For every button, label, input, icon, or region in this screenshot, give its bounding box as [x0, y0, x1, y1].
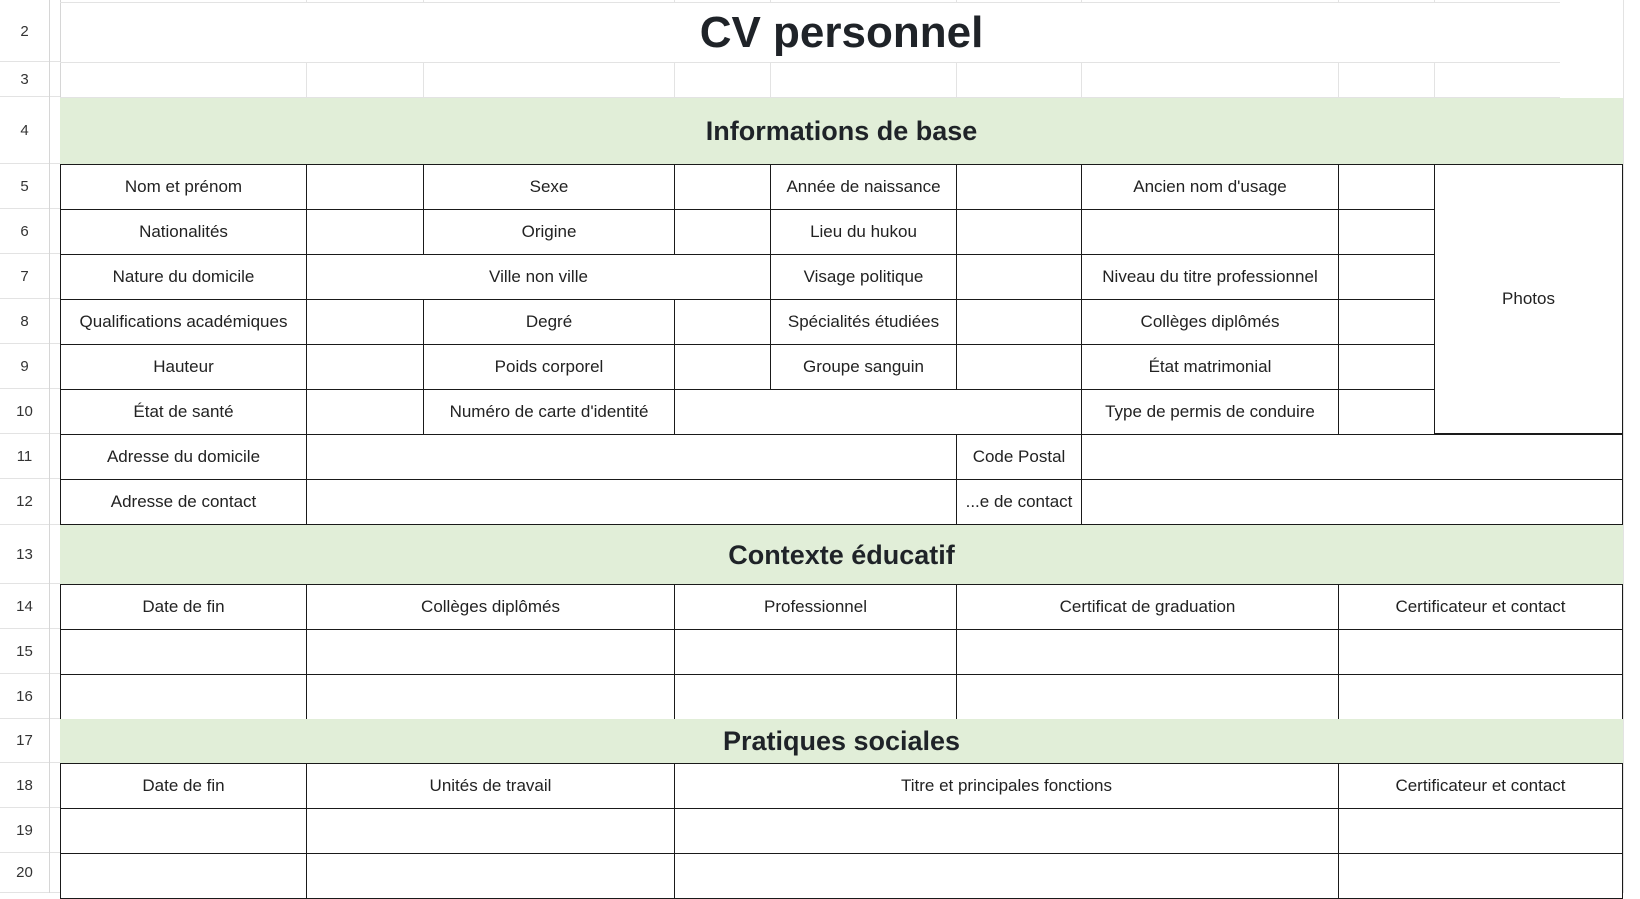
- blank-cell[interactable]: [1081, 209, 1339, 255]
- value-id-number[interactable]: [674, 389, 1082, 435]
- row-number[interactable]: 15: [0, 629, 49, 674]
- value-former-name[interactable]: [1338, 164, 1435, 210]
- label-political[interactable]: Visage politique: [770, 254, 957, 300]
- label-title-level[interactable]: Niveau du titre professionnel: [1081, 254, 1339, 300]
- social-header-title-functions[interactable]: Titre et principales fonctions: [674, 763, 1339, 809]
- label-health[interactable]: État de santé: [60, 389, 307, 435]
- table-cell[interactable]: [1338, 674, 1623, 720]
- row-gap-cell: [50, 629, 60, 674]
- value-marital-status[interactable]: [1338, 344, 1435, 390]
- value-health[interactable]: [306, 389, 424, 435]
- section-header-education[interactable]: Contexte éducatif: [60, 525, 1623, 585]
- spreadsheet-grid: [60, 0, 1640, 893]
- table-cell[interactable]: [306, 853, 675, 899]
- label-former-name[interactable]: Ancien nom d'usage: [1081, 164, 1339, 210]
- section-header-social[interactable]: Pratiques sociales: [60, 719, 1623, 764]
- label-colleges[interactable]: Collèges diplômés: [1081, 299, 1339, 345]
- row-number[interactable]: 19: [0, 808, 49, 853]
- edu-header-professional[interactable]: Professionnel: [674, 584, 957, 630]
- row-gap-cell: [50, 674, 60, 719]
- value-license-type[interactable]: [1338, 389, 1435, 435]
- row-number[interactable]: 8: [0, 299, 49, 344]
- value-nationality[interactable]: [306, 209, 424, 255]
- label-marital-status[interactable]: État matrimonial: [1081, 344, 1339, 390]
- edu-header-certifier[interactable]: Certificateur et contact: [1338, 584, 1623, 630]
- table-cell[interactable]: [674, 853, 1339, 899]
- row-gap-cell: [50, 719, 60, 763]
- row-number[interactable]: 6: [0, 209, 49, 254]
- edu-header-end-date[interactable]: Date de fin: [60, 584, 307, 630]
- row-gap-cell: [50, 299, 60, 344]
- value-city-noncity[interactable]: Ville non ville: [306, 254, 771, 300]
- edu-header-certificate[interactable]: Certificat de graduation: [956, 584, 1339, 630]
- value-qualifications[interactable]: [306, 299, 424, 345]
- sheet-title[interactable]: CV personnel: [699, 7, 984, 57]
- label-contact-truncated[interactable]: ...e de contact: [956, 479, 1082, 525]
- row-gap-cell: [50, 525, 60, 584]
- value-title-level[interactable]: [1338, 254, 1435, 300]
- label-blood-group[interactable]: Groupe sanguin: [770, 344, 957, 390]
- table-cell[interactable]: [1338, 808, 1623, 854]
- social-header-end-date[interactable]: Date de fin: [60, 763, 307, 809]
- value-origin[interactable]: [674, 209, 771, 255]
- row-gap-cell: [50, 389, 60, 434]
- value-hukou-place[interactable]: [956, 209, 1082, 255]
- row-gap-cell: [50, 254, 60, 299]
- label-id-number[interactable]: Numéro de carte d'identité: [423, 389, 675, 435]
- table-cell[interactable]: [956, 674, 1339, 720]
- row-number[interactable]: 4: [0, 97, 49, 164]
- row-number[interactable]: 10: [0, 389, 49, 434]
- row-gap-cell: [50, 2, 60, 62]
- value-colleges[interactable]: [1338, 299, 1435, 345]
- table-cell[interactable]: [306, 629, 675, 675]
- edu-header-colleges[interactable]: Collèges diplômés: [306, 584, 675, 630]
- value-sex[interactable]: [674, 164, 771, 210]
- row-gap-cell: [50, 584, 60, 629]
- photo-cell[interactable]: Photos: [1434, 164, 1623, 434]
- value-contact[interactable]: [1081, 479, 1623, 525]
- table-cell[interactable]: [60, 808, 307, 854]
- table-cell[interactable]: [674, 808, 1339, 854]
- row-number[interactable]: 13: [0, 525, 49, 584]
- table-cell[interactable]: [956, 629, 1339, 675]
- value-contact-address[interactable]: [306, 479, 957, 525]
- value-political[interactable]: [956, 254, 1082, 300]
- row-gap-cell: [50, 97, 60, 164]
- value-postal-code[interactable]: [1081, 434, 1623, 480]
- row-number[interactable]: 17: [0, 719, 49, 763]
- row-gap-cell: [50, 164, 60, 209]
- table-cell[interactable]: [1338, 629, 1623, 675]
- row-gap-cell: [50, 62, 60, 97]
- row-number[interactable]: 3: [0, 62, 49, 97]
- table-cell[interactable]: [306, 674, 675, 720]
- label-degree[interactable]: Degré: [423, 299, 675, 345]
- value-degree[interactable]: [674, 299, 771, 345]
- row-number[interactable]: 11: [0, 434, 49, 479]
- social-header-work-units[interactable]: Unités de travail: [306, 763, 675, 809]
- label-sex[interactable]: Sexe: [423, 164, 675, 210]
- blank-cell[interactable]: [1338, 209, 1435, 255]
- value-birth-year[interactable]: [956, 164, 1082, 210]
- row-number[interactable]: 18: [0, 763, 49, 808]
- row-number[interactable]: 14: [0, 584, 49, 629]
- table-cell[interactable]: [60, 674, 307, 720]
- label-weight[interactable]: Poids corporel: [423, 344, 675, 390]
- table-cell[interactable]: [306, 808, 675, 854]
- row-gap-cell: [50, 209, 60, 254]
- table-cell[interactable]: [674, 629, 957, 675]
- row-number[interactable]: 12: [0, 479, 49, 525]
- value-name[interactable]: [306, 164, 424, 210]
- table-cell[interactable]: [1338, 853, 1623, 899]
- social-header-certifier[interactable]: Certificateur et contact: [1338, 763, 1623, 809]
- row-number[interactable]: 7: [0, 254, 49, 299]
- label-qualifications[interactable]: Qualifications académiques: [60, 299, 307, 345]
- section-header-basic-info[interactable]: Informations de base: [60, 98, 1623, 164]
- label-origin[interactable]: Origine: [423, 209, 675, 255]
- table-cell[interactable]: [60, 853, 307, 899]
- row-number[interactable]: 2: [0, 2, 49, 62]
- value-specialties[interactable]: [956, 299, 1082, 345]
- value-height[interactable]: [306, 344, 424, 390]
- label-residence-nature[interactable]: Nature du domicile: [60, 254, 307, 300]
- value-home-address[interactable]: [306, 434, 957, 480]
- row-number[interactable]: 9: [0, 344, 49, 389]
- row-gap-cell: [50, 344, 60, 389]
- row-number[interactable]: 20: [0, 853, 49, 893]
- label-nationality[interactable]: Nationalités: [60, 209, 307, 255]
- label-hukou-place[interactable]: Lieu du hukou: [770, 209, 957, 255]
- label-contact-address[interactable]: Adresse de contact: [60, 479, 307, 525]
- label-birth-year[interactable]: Année de naissance: [770, 164, 957, 210]
- label-name[interactable]: Nom et prénom: [60, 164, 307, 210]
- row-gap-cell: [50, 853, 60, 893]
- row-gap-cell: [50, 479, 60, 525]
- row-number[interactable]: 5: [0, 164, 49, 209]
- label-specialties[interactable]: Spécialités étudiées: [770, 299, 957, 345]
- value-weight[interactable]: [674, 344, 771, 390]
- table-cell[interactable]: [60, 629, 307, 675]
- label-postal-code[interactable]: Code Postal: [956, 434, 1082, 480]
- row-gap-cell: [50, 808, 60, 853]
- row-gap-cell: [50, 434, 60, 479]
- row-number[interactable]: 16: [0, 674, 49, 719]
- label-home-address[interactable]: Adresse du domicile: [60, 434, 307, 480]
- table-cell[interactable]: [674, 674, 957, 720]
- row-gap-cell: [50, 763, 60, 808]
- label-height[interactable]: Hauteur: [60, 344, 307, 390]
- label-license-type[interactable]: Type de permis de conduire: [1081, 389, 1339, 435]
- value-blood-group[interactable]: [956, 344, 1082, 390]
